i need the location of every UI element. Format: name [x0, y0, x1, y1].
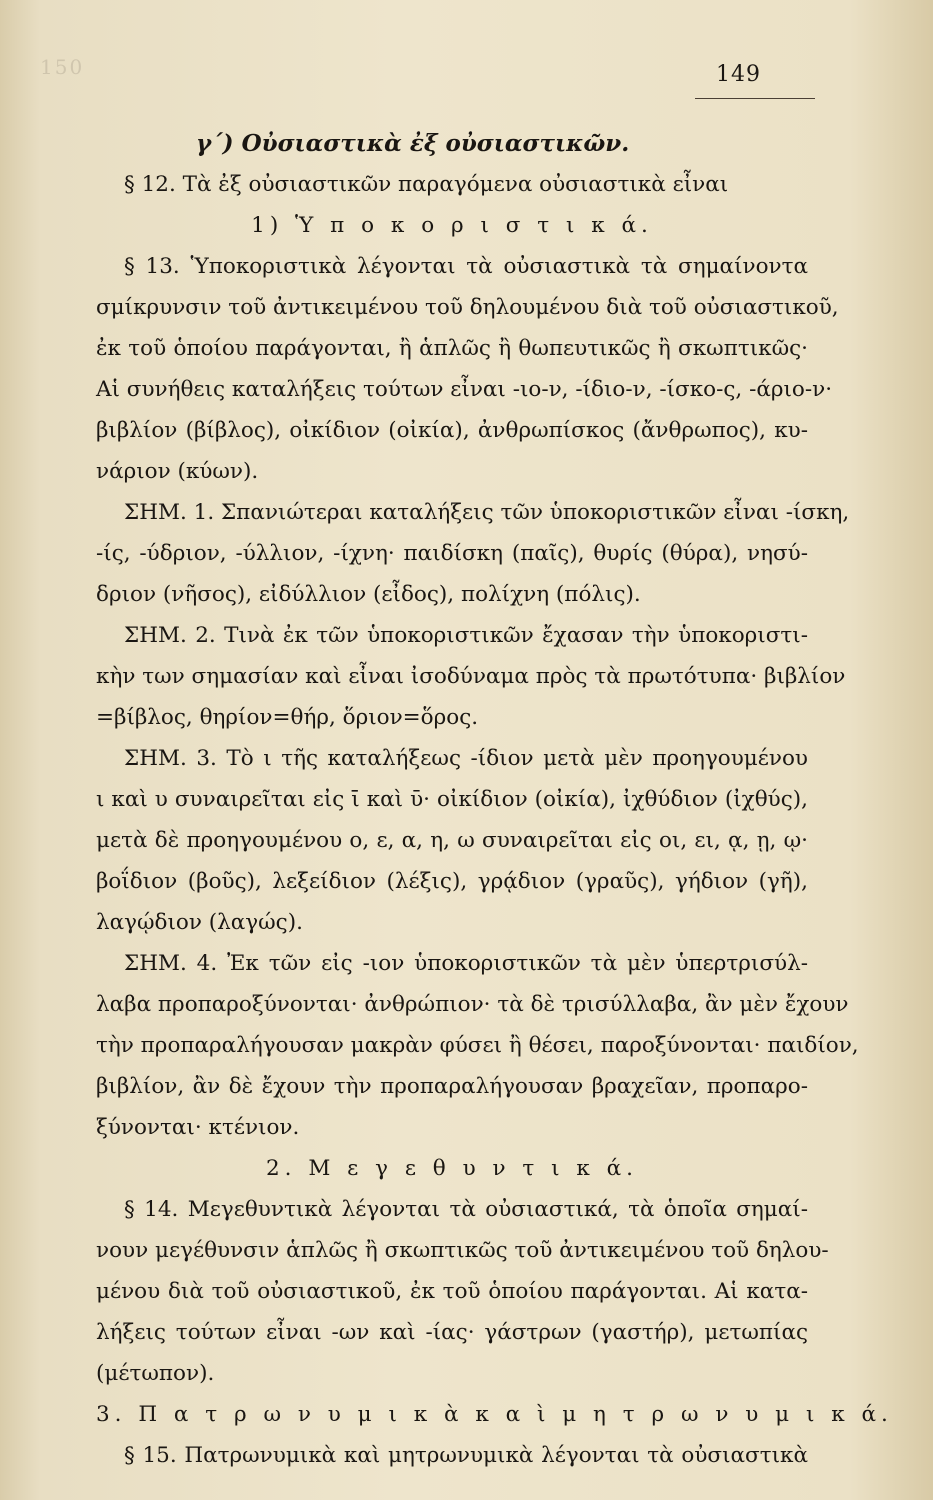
paragraph-last-line: νάριον (κύων). [96, 459, 259, 484]
paragraph-first-line: ΣΗΜ. 2. Τινὰ ἐκ τῶν ὑποκοριστικῶν ἔχασαν τὴν ὑποκοριστι- [124, 623, 808, 648]
section-title: γ΄) Οὐσιαστικὰ ἐξ οὐσιαστικῶν. [196, 130, 630, 157]
paragraph-first-line: ΣΗΜ. 1. Σπανιώτεραι καταλήξεις τῶν ὑποκοριστικῶν εἶναι -ίσκη, [124, 500, 850, 525]
paragraph-line: ι καὶ υ συναιρεῖται εἰς ῑ καὶ ῡ· οἰκίδιον (οἰκία), ἰχθύδιον (ἰχθύς), [96, 787, 808, 812]
paragraph-line: βοΐδιον (βοῦς), λεξείδιον (λέξις), γρᾴδιον (γραῦς), γήδιον (γῆ), [96, 869, 808, 894]
paragraph-first-line: § 13. Ὑποκοριστικὰ λέγονται τὰ οὐσιαστικὰ τὰ σημαίνοντα [124, 254, 808, 279]
paragraph-line: ἐκ τοῦ ὁποίου παράγονται, ἢ ἁπλῶς ἢ θωπευτικῶς ἢ σκωπτικῶς· [96, 336, 808, 361]
paragraph-line: σμίκρυνσιν τοῦ ἀντικειμένου τοῦ δηλουμένου διὰ τοῦ οὐσιαστικοῦ, [96, 295, 839, 320]
paragraph-line: μετὰ δὲ προηγουμένου ο, ε, α, η, ω συναιρεῖται εἰς οι, ει, ᾳ, ῃ, ῳ· [96, 828, 808, 853]
bleed-through-page-number: 150 [40, 55, 85, 79]
paragraph-last-line: (μέτωπον). [96, 1361, 215, 1386]
paragraph-line: Αἱ συνήθεις καταλήξεις τούτων εἶναι -ιο-ν, -ίδιο-ν, -ίσκο-ς, -άριο-ν· [96, 377, 833, 402]
paragraph-last-line: δριον (νῆσος), εἰδύλλιον (εἶδος), πολίχνη (πόλις). [96, 582, 641, 607]
paragraph-line: λήξεις τούτων εἶναι -ων καὶ -ίας· γάστρων (γαστήρ), μετωπίας [96, 1320, 808, 1345]
paragraph-line: νουν μεγέθυνσιν ἁπλῶς ἢ σκωπτικῶς τοῦ ἀντικειμένου τοῦ δηλου- [96, 1238, 829, 1263]
paragraph-line: κὴν των σημασίαν καὶ εἶναι ἰσοδύναμα πρὸς τὰ πρωτότυπα· βιβλίον [96, 664, 846, 689]
subsection-heading: 3. Π α τ ρ ω ν υ μ ι κ ὰ κ α ὶ μ η τ ρ ω ν υ μ ι κ ά. [96, 1402, 893, 1427]
subsection-heading: 2. Μ ε γ ε θ υ ν τ ι κ ά. [265, 1156, 639, 1181]
paragraph-first-line: ΣΗΜ. 4. Ἐκ τῶν εἰς -ιον ὑποκοριστικῶν τὰ μὲν ὑπερτρισύλ- [124, 951, 808, 976]
paragraph-line: μένου διὰ τοῦ οὐσιαστικοῦ, ἐκ τοῦ ὁποίου παράγονται. Αἱ κατα- [96, 1279, 808, 1304]
paragraph-line: -ίς, -ύδριον, -ύλλιον, -ίχνη· παιδίσκη (παῖς), θυρίς (θύρα), νησύ- [96, 541, 808, 566]
paragraph-first-line: § 14. Μεγεθυντικὰ λέγονται τὰ οὐσιαστικά, τὰ ὁποῖα σημαί- [124, 1197, 808, 1222]
paragraph-last-line: ξύνονται· κτένιον. [96, 1115, 300, 1140]
paragraph-last-line: λαγῴδιον (λαγώς). [96, 910, 303, 935]
page-text [96, 123, 893, 1476]
header-rule [695, 98, 815, 99]
paragraph-line: βιβλίον (βίβλος), οἰκίδιον (οἰκία), ἀνθρωπίσκος (ἄνθρωπος), κυ- [96, 418, 808, 443]
paragraph-line: τὴν προπαραλήγουσαν μακρὰν φύσει ἢ θέσει, παροξύνονται· παιδίον, [96, 1033, 859, 1058]
paragraph-last-line: =βίβλος, θηρίον=θήρ, ὅριον=ὅρος. [96, 705, 479, 730]
paragraph-first-line: ΣΗΜ. 3. Τὸ ι τῆς καταλήξεως -ίδιον μετὰ μὲν προηγουμένου [124, 746, 808, 771]
paragraph-line: βιβλίον, ἂν δὲ ἔχουν τὴν προπαραλήγουσαν βραχεῖαν, προπαρο- [96, 1074, 808, 1099]
paragraph-first-line: § 15. Πατρωνυμικὰ καὶ μητρωνυμικὰ λέγονται τὰ οὐσιαστικὰ [124, 1443, 808, 1468]
paragraph-first-line: § 12. Τὰ ἐξ οὐσιαστικῶν παραγόμενα οὐσιαστικὰ εἶναι [124, 172, 729, 197]
subsection-heading: 1) Ὑ π ο κ ο ρ ι σ τ ι κ ά. [251, 213, 653, 238]
page-number: 149 [716, 62, 761, 87]
paragraph-line: λαβα προπαροξύνονται· ἀνθρώπιον· τὰ δὲ τρισύλλαβα, ἂν μὲν ἔχουν [96, 992, 849, 1017]
